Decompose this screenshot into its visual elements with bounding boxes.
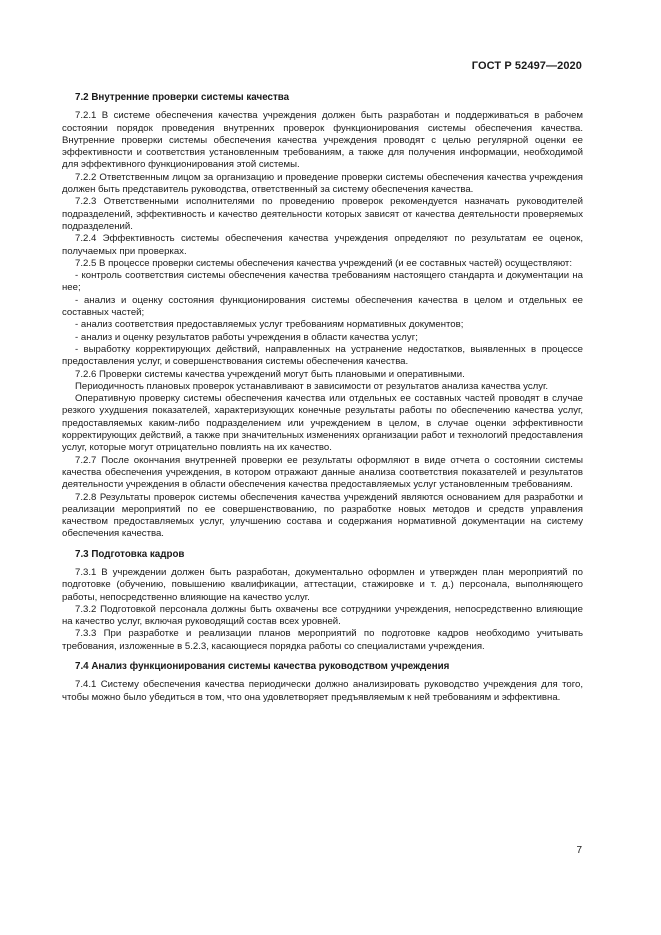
paragraph: 7.2.6 Проверки системы качества учреждений могут быть плановыми и оперативными. bbox=[75, 368, 465, 380]
paragraph: Оперативную проверку системы обеспечения качества или отдельных ее составных частей проводят в случае резкого ухудшения показателей, характеризующих конечные результаты работы по обеспечению качества услуг, предоставляемых каким-либо подразделением или учреждением в целом, в случае оценки эффективности корректирующих действий, а также при значительных изменениях организации работ и технологий предоставления услуг, которые могут отрицательно повлиять на их качество. bbox=[62, 393, 583, 454]
paragraph: 7.2.1 В системе обеспечения качества учреждения должен быть разработан и поддерживаться в рабочем состоянии порядок проведения внутренних проверок функционирования системы обеспечения качества. Внутренние проверки системы обеспечения качества учреждения проводят с целью регулярной оценки ее эффективности и соответствия установленным требованиям, а также для получения информации, необходимой для эффективного функционирования этой системы. bbox=[62, 110, 583, 171]
paragraph: 7.2.7 После окончания внутренней проверки ее результаты оформляют в виде отчета о состоянии системы качества обеспечения учреждения, в котором отражают данные анализа соответствия показателей и результатов деятельности учреждения в области обеспечения качества предоставляемых услуг установленным требованиям. bbox=[62, 454, 583, 491]
paragraph: 7.2.8 Результаты проверок системы обеспечения качества учреждений являются основанием для разработки и реализации мероприятий по ее совершенствованию, по разработке новых методов и средств управления качеством предоставляемых услуг, улучшению состава и содержания нормативной документации на систему обеспечения качества. bbox=[62, 491, 583, 540]
paragraph: 7.2.5 В процессе проверки системы обеспечения качества учреждений (и ее составных частей) осуществляют: bbox=[75, 257, 572, 269]
list-item: - анализ и оценку состояния функционирования системы обеспечения качества в целом и отдельных ее составных частей; bbox=[62, 294, 583, 319]
section-title-7-4: 7.4 Анализ функционирования системы качества руководством учреждения bbox=[75, 661, 450, 673]
paragraph: 7.2.3 Ответственными исполнителями по проведению проверок рекомендуется назначать руководителей подразделений, эффективность и качество деятельности которых зависят от качества деятельности проверяемых подразделений. bbox=[62, 196, 583, 232]
list-item: - выработку корректирующих действий, направленных на устранение недостатков, выявленных в процессе предоставления услуг, и совершенствования системы обеспечения качества. bbox=[62, 343, 583, 368]
paragraph: 7.2.4 Эффективность системы обеспечения качества учреждения определяют по результатам ее оценок, получаемых при проверках. bbox=[62, 233, 583, 257]
standard-header: ГОСТ Р 52497—2020 bbox=[471, 60, 582, 72]
section-title-7-3: 7.3 Подготовка кадров bbox=[75, 548, 185, 560]
list-item: - контроль соответствия системы обеспечения качества требованиям настоящего стандарта и документации на нее; bbox=[62, 270, 583, 294]
paragraph: 7.3.2 Подготовкой персонала должны быть охвачены все сотрудники учреждения, непосредственно влияющие на качество услуг, включая руководящий состав всех уровней. bbox=[62, 603, 583, 628]
paragraph: 7.3.1 В учреждении должен быть разработан, документально оформлен и утвержден план мероприятий по подготовке (обучению, повышению квалификации, аттестации, стажировке и т. д.) персонала, выполняющего работы, непосредственно влияющие на качество услуг. bbox=[62, 566, 583, 603]
list-item: - анализ и оценку результатов работы учреждения в области качества услуг; bbox=[75, 331, 418, 343]
paragraph: 7.3.3 При разработке и реализации планов мероприятий по подготовке кадров необходимо учитывать требования, изложенные в 5.2.3, касающиеся порядка работы со специалистами учреждения. bbox=[62, 628, 583, 652]
paragraph: Периодичность плановых проверок устанавливают в зависимости от результатов анализа качества услуг. bbox=[75, 380, 549, 392]
list-item: - анализ соответствия предоставляемых услуг требованиям нормативных документов; bbox=[75, 319, 464, 331]
section-title-7-2: 7.2 Внутренние проверки системы качества bbox=[75, 92, 290, 103]
page-number: 7 bbox=[576, 845, 582, 856]
document-body bbox=[62, 92, 583, 704]
paragraph: 7.2.2 Ответственным лицом за организацию и проведение проверки системы обеспечения качества учреждения должен быть представитель руководства, ответственный за систему обеспечения качества. bbox=[62, 171, 583, 196]
paragraph: 7.4.1 Систему обеспечения качества периодически должно анализировать руководство учреждения для того, чтобы можно было убедиться в том, что она удовлетворяет предъявляемым к ней требованиям и эффективна. bbox=[62, 679, 583, 703]
